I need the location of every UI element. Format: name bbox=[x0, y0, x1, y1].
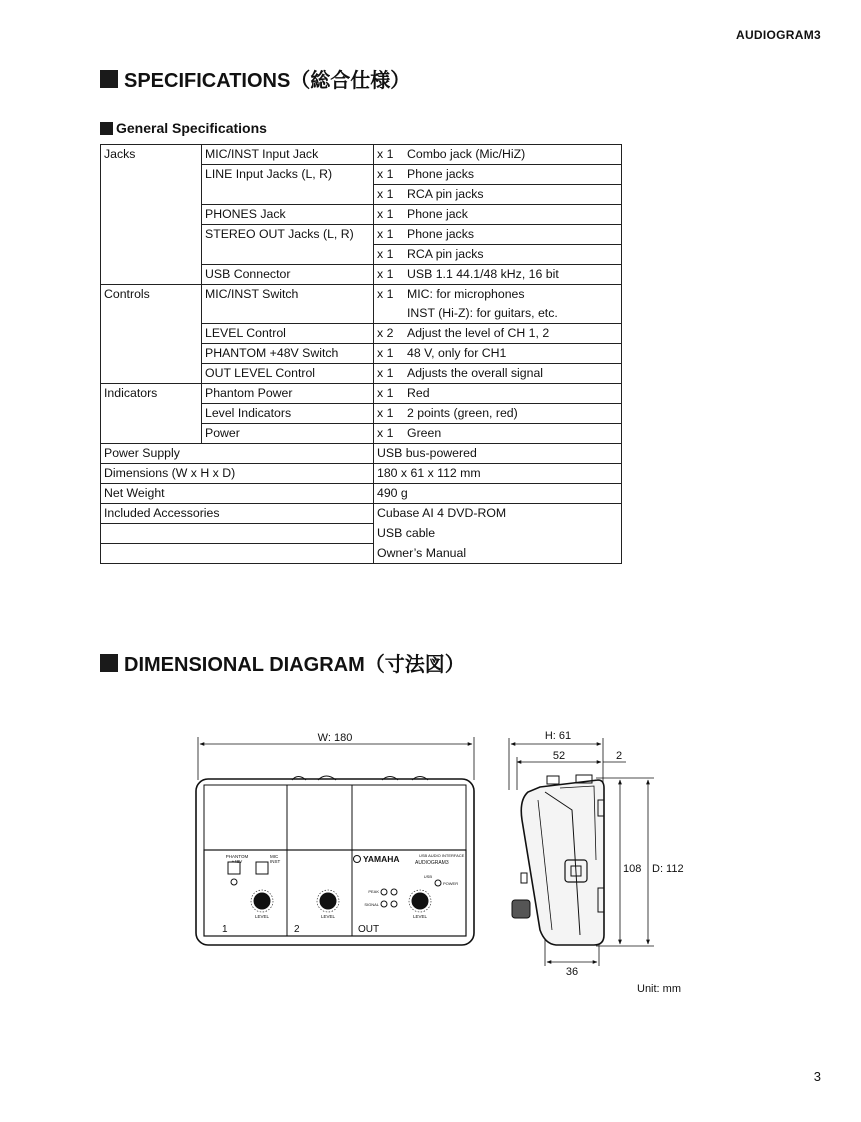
mic-inst-switch bbox=[256, 862, 268, 874]
spec-item: LEVEL Control bbox=[202, 324, 374, 344]
product-line-label: USB AUDIO INTERFACE bbox=[419, 853, 465, 858]
mic-label: MIC bbox=[270, 854, 279, 859]
signal-label: SIGNAL bbox=[364, 902, 379, 907]
spec-desc: Red bbox=[402, 384, 622, 404]
spec-qty: x 1 bbox=[374, 285, 403, 305]
power-label: POWER bbox=[443, 881, 459, 886]
level-knob-ch1 bbox=[254, 893, 270, 909]
side-view bbox=[509, 738, 654, 966]
peak-led bbox=[391, 889, 397, 895]
signal-led bbox=[391, 901, 397, 907]
side-front-knob bbox=[512, 900, 530, 918]
spec-item: USB Connector bbox=[202, 265, 374, 285]
spec-desc: Combo jack (Mic/HiZ) bbox=[402, 145, 622, 165]
spec-qty: x 1 bbox=[374, 384, 403, 404]
peak-label: PEAK bbox=[368, 889, 379, 894]
product-name-label: AUDIOGRAM3 bbox=[415, 860, 449, 866]
dim2-label: 2 bbox=[615, 750, 623, 762]
spec-category: Indicators bbox=[101, 384, 202, 404]
spec-label: Net Weight bbox=[101, 484, 374, 504]
side-switch bbox=[521, 873, 527, 883]
peak-led bbox=[381, 889, 387, 895]
spec-label: Dimensions (W x H x D) bbox=[101, 464, 374, 484]
dim108-label: 108 bbox=[623, 863, 642, 875]
level-knob-ch2 bbox=[320, 893, 336, 909]
side-body bbox=[521, 780, 604, 945]
spec-desc: 48 V, only for CH1 bbox=[402, 344, 622, 364]
specifications-title: SPECIFICATIONS（総合仕様） bbox=[124, 70, 411, 92]
side-top-knob bbox=[547, 776, 559, 784]
spec-desc: MIC: for microphones bbox=[402, 285, 622, 305]
spec-desc: 2 points (green, red) bbox=[402, 404, 622, 424]
spec-qty: x 1 bbox=[374, 145, 403, 165]
unit-label: Unit: mm bbox=[637, 983, 681, 995]
spec-value: 180 x 61 x 112 mm bbox=[374, 464, 622, 484]
level-label-ch1: LEVEL bbox=[254, 914, 270, 919]
spec-desc: RCA pin jacks bbox=[402, 185, 622, 205]
height-label: H: 61 bbox=[544, 730, 572, 742]
out-level-knob bbox=[412, 893, 428, 909]
spec-item: PHONES Jack bbox=[202, 205, 374, 225]
spec-desc: RCA pin jacks bbox=[402, 245, 622, 265]
general-specifications-title: General Specifications bbox=[116, 120, 267, 136]
spec-item: STEREO OUT Jacks (L, R) bbox=[202, 225, 374, 245]
channel-1-label: 1 bbox=[222, 924, 228, 935]
spec-label: Power Supply bbox=[101, 444, 374, 464]
spec-value: USB bus-powered bbox=[374, 444, 622, 464]
spec-desc: INST (Hi-Z): for guitars, etc. bbox=[402, 304, 622, 324]
phantom-indicator bbox=[231, 879, 237, 885]
spec-qty: x 1 bbox=[374, 245, 403, 265]
spec-label: Included Accessories bbox=[101, 504, 374, 524]
spec-item: MIC/INST Switch bbox=[202, 285, 374, 305]
dim52-label: 52 bbox=[552, 750, 566, 762]
spec-desc: Phone jacks bbox=[402, 165, 622, 185]
spec-desc: Adjusts the overall signal bbox=[402, 364, 622, 384]
spec-desc: Phone jacks bbox=[402, 225, 622, 245]
spec-item: LINE Input Jacks (L, R) bbox=[202, 165, 374, 185]
inst-label: INST bbox=[270, 859, 281, 864]
phantom-label: PHANTOM bbox=[225, 854, 249, 859]
spec-qty: x 1 bbox=[374, 344, 403, 364]
level-label-out: LEVEL bbox=[412, 914, 428, 919]
spec-qty: x 1 bbox=[374, 185, 403, 205]
spec-desc: USB 1.1 44.1/48 kHz, 16 bit bbox=[402, 265, 622, 285]
spec-qty: x 1 bbox=[374, 424, 403, 444]
spec-item: OUT LEVEL Control bbox=[202, 364, 374, 384]
spec-category: Controls bbox=[101, 285, 202, 305]
spec-qty: x 1 bbox=[374, 364, 403, 384]
upper-panel bbox=[204, 785, 466, 850]
spec-qty: x 1 bbox=[374, 225, 403, 245]
signal-led bbox=[381, 901, 387, 907]
out-label: OUT bbox=[358, 924, 380, 935]
yamaha-brand: YAMAHA bbox=[363, 854, 400, 864]
spec-value: 490 g bbox=[374, 484, 622, 504]
spec-desc: Phone jack bbox=[402, 205, 622, 225]
dimensional-diagram-title: DIMENSIONAL DIAGRAM（寸法図） bbox=[124, 654, 465, 676]
spec-item: Level Indicators bbox=[202, 404, 374, 424]
spec-item: PHANTOM +48V Switch bbox=[202, 344, 374, 364]
spec-item: Power bbox=[202, 424, 374, 444]
page-number: 3 bbox=[813, 1069, 821, 1084]
spec-item: Phantom Power bbox=[202, 384, 374, 404]
spec-desc: Adjust the level of CH 1, 2 bbox=[402, 324, 622, 344]
width-label: W: 180 bbox=[317, 732, 353, 744]
spec-qty: x 2 bbox=[374, 324, 403, 344]
spec-item: MIC/INST Input Jack bbox=[202, 145, 374, 165]
spec-qty: x 1 bbox=[374, 165, 403, 185]
power-led bbox=[435, 880, 441, 886]
dim36-label: 36 bbox=[565, 966, 579, 978]
spec-qty: x 1 bbox=[374, 265, 403, 285]
level-label-ch2: LEVEL bbox=[320, 914, 336, 919]
yamaha-logo-icon bbox=[354, 856, 361, 863]
document-model-header: AUDIOGRAM3 bbox=[735, 28, 821, 42]
channel-2-label: 2 bbox=[294, 924, 300, 935]
spec-category: Jacks bbox=[101, 145, 202, 165]
usb-label: USB bbox=[423, 874, 432, 879]
spec-qty: x 1 bbox=[374, 404, 403, 424]
spec-value: Cubase AI 4 DVD-ROM bbox=[374, 504, 622, 524]
spec-desc: Green bbox=[402, 424, 622, 444]
spec-value: USB cable bbox=[374, 524, 622, 544]
spec-qty: x 1 bbox=[374, 205, 403, 225]
depth-label: D: 112 bbox=[652, 863, 684, 875]
spec-value: Owner’s Manual bbox=[374, 544, 622, 564]
plus48v-label: +48V bbox=[231, 859, 243, 864]
